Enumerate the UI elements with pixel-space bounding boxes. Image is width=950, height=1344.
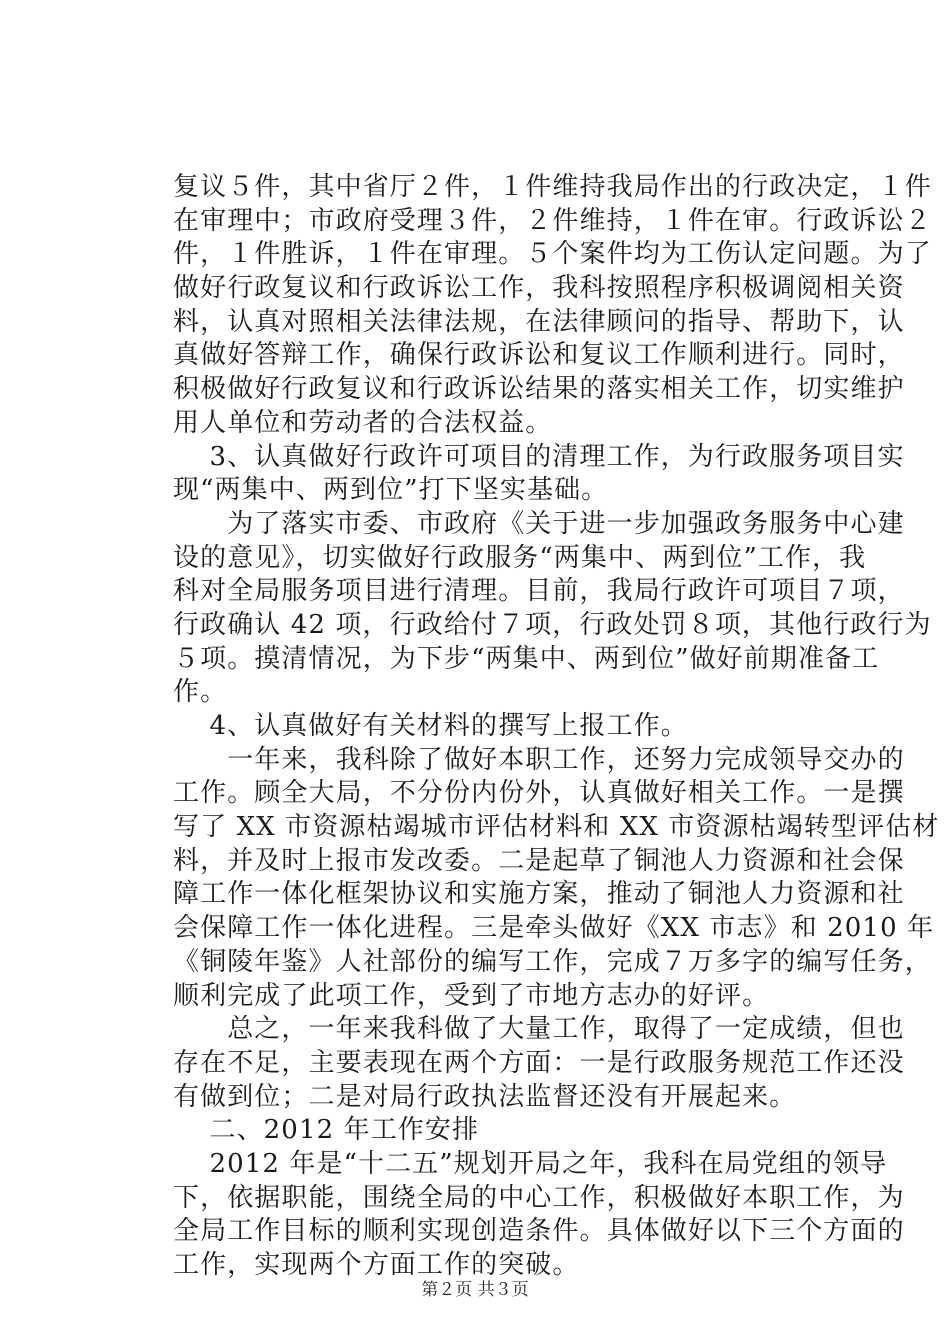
text-line: 用人单位和劳动者的合法权益。 [173,407,553,438]
text-line: 有做到位；二是对局行政执法监督还没有开展起来。 [173,1081,797,1112]
text-line: 设的意见》，切实做好行政服务“两集中、两到位”工作，我 [173,542,867,573]
text-line: 为了落实市委、市政府《关于进一步加强政务服务中心建 [173,508,905,539]
text-line: 料，认真对照相关法律法规，在法律顾问的指导、帮助下，认 [173,306,905,337]
text-line: 科对全局服务项目进行清理。目前，我局行政许可项目７项， [173,576,905,607]
text-line: 下，依据职能，围绕全局的中心工作，积极做好本职工作，为 [173,1182,905,1213]
text-line: 现“两集中、两到位”打下坚实基础。 [173,475,609,506]
document-body [173,171,940,1283]
text-line: 积极做好行政复议和行政诉讼结果的落实相关工作，切实维护 [173,374,905,405]
text-line: 一年来，我科除了做好本职工作，还努力完成领导交办的 [173,744,905,775]
text-line: 做好行政复议和行政诉讼工作，我科按照程序积极调阅相关资 [173,273,905,304]
text-line: 存在不足，主要表现在两个方面：一是行政服务规范工作还没 [173,1047,905,1078]
text-line: 料，并及时上报市发改委。二是起草了铜池人力资源和社会保 [173,845,905,876]
text-line: 障工作一体化框架协议和实施方案，推动了铜池人力资源和社 [173,879,905,910]
text-line: 行政确认 42 项，行政给付７项，行政处罚８项，其他行政行为 [173,609,932,640]
text-line: 工作，实现两个方面工作的突破。 [173,1250,580,1280]
text-line: 2012 年是“十二五”规划开局之年，我科在局党组的领导 [173,1148,888,1179]
text-line: 在审理中；市政府受理３件，２件维持，１件在审。行政诉讼２ [173,205,932,236]
text-line: 全局工作目标的顺利实现创造条件。具体做好以下三个方面的 [173,1216,905,1247]
text-line: 总之，一年来我科做了大量工作，取得了一定成绩，但也 [173,1014,905,1045]
section-heading-4: 4、认真做好有关材料的撰写上报工作。 [173,711,688,741]
page-number-footer: 第２页 共３页 [421,1280,529,1300]
text-line: 会保障工作一体化进程。三是牵头做好《XX 市志》和 2010 年 [173,913,935,944]
text-line: ５项。摸清情况，为下步“两集中、两到位”做好前期准备工 [173,643,880,674]
text-line: 复议５件，其中省厅２件，１件维持我局作出的行政决定，１件 [173,172,932,202]
text-line: 顺利完成了此项工作，受到了市地方志办的好评。 [173,980,770,1011]
section-heading-2012-plan: 二、2012 年工作安排 [173,1115,480,1146]
text-line: 写了 XX 市资源枯竭城市评估材料和 XX 市资源枯竭转型评估材 [173,812,940,843]
text-line: 工作。顾全大局，不分份内份外，认真做好相关工作。一是撰 [173,778,905,809]
text-line: 真做好答辩工作，确保行政诉讼和复议工作顺利进行。同时， [173,340,905,371]
section-heading-3: 3、认真做好行政许可项目的清理工作，为行政服务项目实 [173,441,905,472]
text-line: 件，１件胜诉，１件在审理。５个案件均为工伤认定问题。为了 [173,239,932,270]
text-line: 《铜陵年鉴》人社部份的编写工作，完成７万多字的编写任务， [173,946,932,977]
text-line: 作。 [173,677,228,708]
